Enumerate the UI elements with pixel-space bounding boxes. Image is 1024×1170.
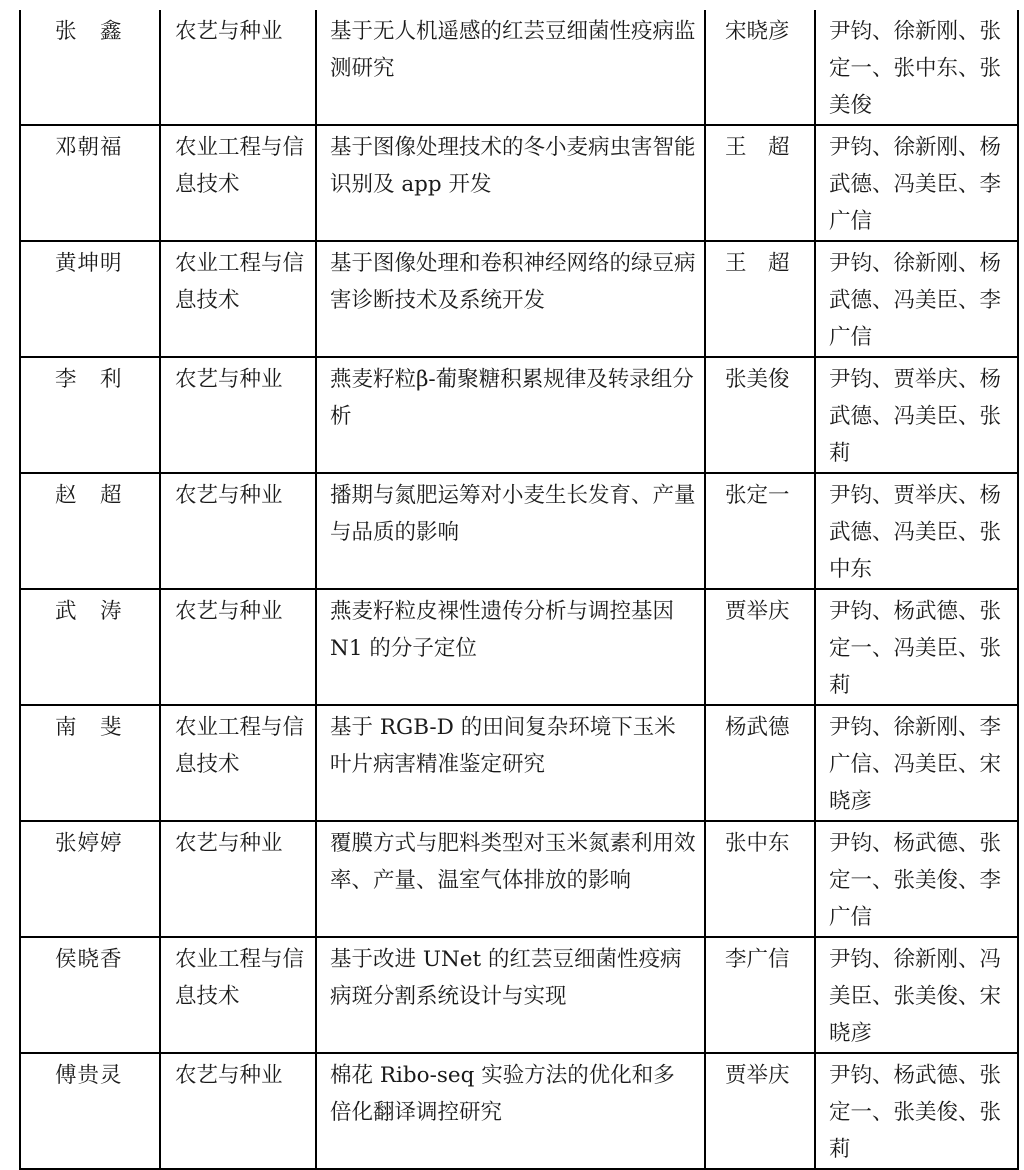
supervisor: 李广信 xyxy=(705,937,815,1053)
major: 农艺与种业 xyxy=(160,821,316,937)
table-row xyxy=(20,10,1018,125)
supervisor: 王 超 xyxy=(705,125,815,241)
major: 农业工程与信息技术 xyxy=(160,937,316,1053)
table-row xyxy=(20,937,1018,1053)
table-row xyxy=(20,357,1018,473)
thesis-defense-table xyxy=(19,10,1019,1170)
supervisor: 贾举庆 xyxy=(705,1053,815,1169)
student-name: 张婷婷 xyxy=(20,821,160,937)
thesis-title: 基于图像处理和卷积神经网络的绿豆病害诊断技术及系统开发 xyxy=(316,241,705,357)
supervisor: 王 超 xyxy=(705,241,815,357)
supervisor: 张定一 xyxy=(705,473,815,589)
major: 农业工程与信息技术 xyxy=(160,125,316,241)
supervisor: 张美俊 xyxy=(705,357,815,473)
student-name: 李 利 xyxy=(20,357,160,473)
major: 农艺与种业 xyxy=(160,1053,316,1169)
thesis-title: 棉花 Ribo-seq 实验方法的优化和多倍化翻译调控研究 xyxy=(316,1053,705,1169)
committee-members: 尹钧、徐新刚、张定一、张中东、张美俊 xyxy=(815,10,1018,125)
thesis-title: 播期与氮肥运筹对小麦生长发育、产量与品质的影响 xyxy=(316,473,705,589)
committee-members: 尹钧、徐新刚、杨武德、冯美臣、李广信 xyxy=(815,241,1018,357)
student-name: 邓朝福 xyxy=(20,125,160,241)
supervisor: 贾举庆 xyxy=(705,589,815,705)
committee-members: 尹钧、杨武德、张定一、张美俊、李广信 xyxy=(815,821,1018,937)
committee-members: 尹钧、贾举庆、杨武德、冯美臣、张莉 xyxy=(815,357,1018,473)
student-name: 赵 超 xyxy=(20,473,160,589)
committee-members: 尹钧、徐新刚、李广信、冯美臣、宋晓彦 xyxy=(815,705,1018,821)
student-name: 张 鑫 xyxy=(20,10,160,125)
student-name: 武 涛 xyxy=(20,589,160,705)
table-row xyxy=(20,125,1018,241)
table-row xyxy=(20,241,1018,357)
major: 农艺与种业 xyxy=(160,10,316,125)
major: 农艺与种业 xyxy=(160,473,316,589)
table-row xyxy=(20,473,1018,589)
major: 农业工程与信息技术 xyxy=(160,705,316,821)
thesis-title: 基于改进 UNet 的红芸豆细菌性疫病病斑分割系统设计与实现 xyxy=(316,937,705,1053)
student-name: 南 斐 xyxy=(20,705,160,821)
committee-members: 尹钧、杨武德、张定一、冯美臣、张莉 xyxy=(815,589,1018,705)
supervisor: 张中东 xyxy=(705,821,815,937)
thesis-title: 燕麦籽粒β-葡聚糖积累规律及转录组分析 xyxy=(316,357,705,473)
table-row xyxy=(20,1053,1018,1169)
major: 农艺与种业 xyxy=(160,357,316,473)
thesis-title: 燕麦籽粒皮裸性遗传分析与调控基因 N1 的分子定位 xyxy=(316,589,705,705)
committee-members: 尹钧、徐新刚、杨武德、冯美臣、李广信 xyxy=(815,125,1018,241)
committee-members: 尹钧、贾举庆、杨武德、冯美臣、张中东 xyxy=(815,473,1018,589)
committee-members: 尹钧、徐新刚、冯美臣、张美俊、宋晓彦 xyxy=(815,937,1018,1053)
table-row xyxy=(20,821,1018,937)
student-name: 傅贵灵 xyxy=(20,1053,160,1169)
committee-members: 尹钧、杨武德、张定一、张美俊、张莉 xyxy=(815,1053,1018,1169)
major: 农艺与种业 xyxy=(160,589,316,705)
table-row xyxy=(20,705,1018,821)
thesis-title: 基于图像处理技术的冬小麦病虫害智能识别及 app 开发 xyxy=(316,125,705,241)
supervisor: 杨武德 xyxy=(705,705,815,821)
student-name: 侯晓香 xyxy=(20,937,160,1053)
student-name: 黄坤明 xyxy=(20,241,160,357)
table-row xyxy=(20,589,1018,705)
thesis-title: 基于 RGB-D 的田间复杂环境下玉米叶片病害精准鉴定研究 xyxy=(316,705,705,821)
major: 农业工程与信息技术 xyxy=(160,241,316,357)
supervisor: 宋晓彦 xyxy=(705,10,815,125)
thesis-title: 基于无人机遥感的红芸豆细菌性疫病监测研究 xyxy=(316,10,705,125)
thesis-title: 覆膜方式与肥料类型对玉米氮素利用效率、产量、温室气体排放的影响 xyxy=(316,821,705,937)
